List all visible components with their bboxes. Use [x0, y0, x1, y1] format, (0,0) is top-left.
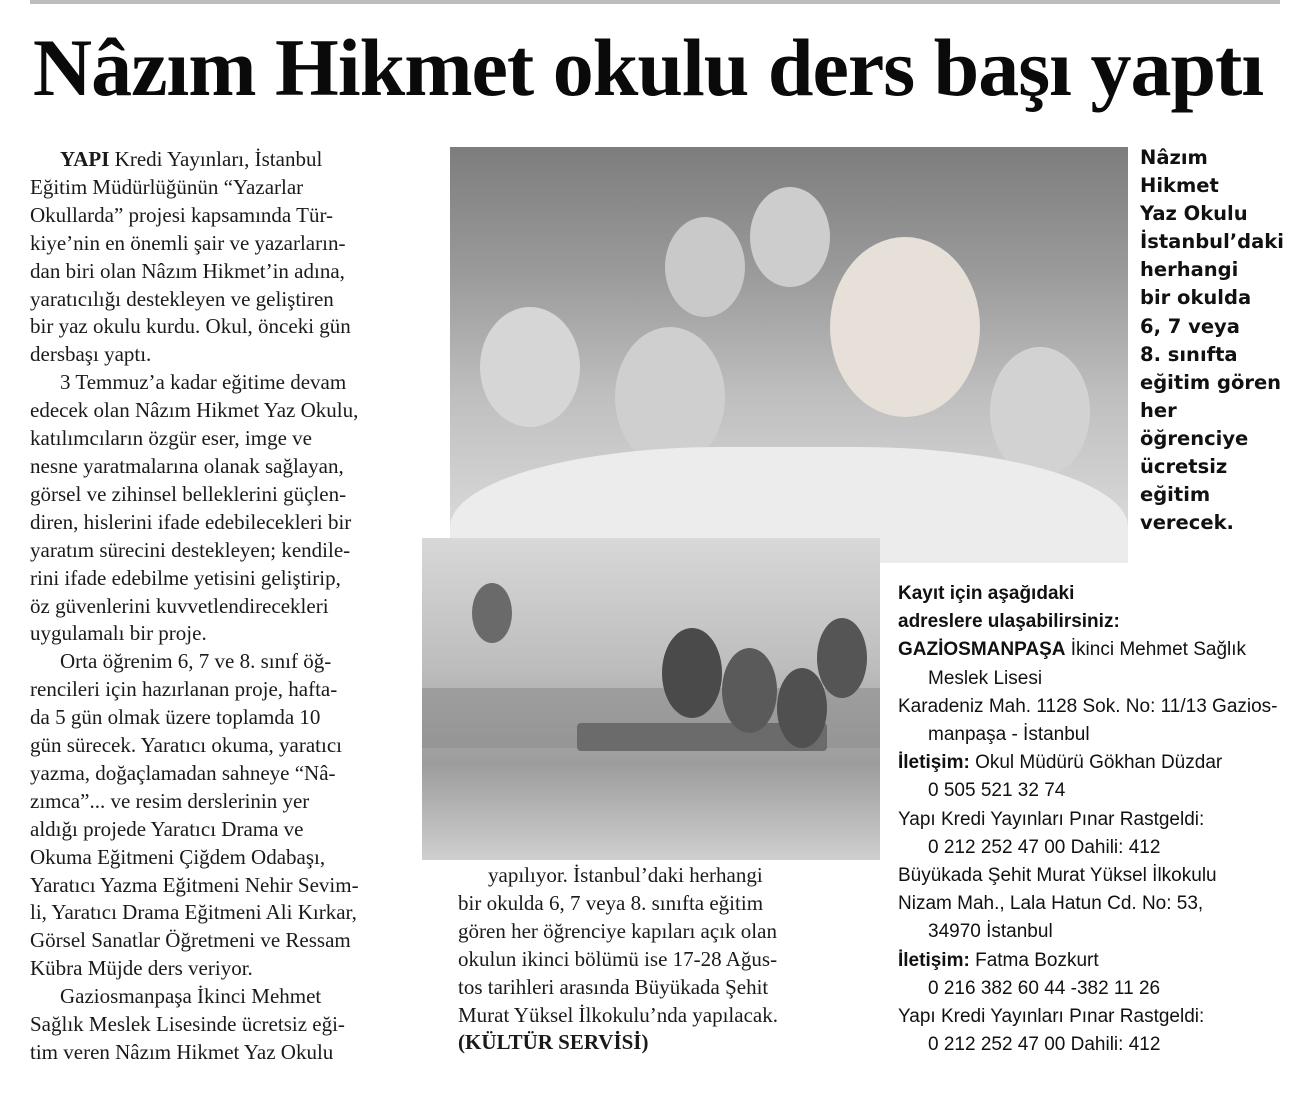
lead-word: YAPI — [60, 147, 110, 171]
contact-person: Fatma Bozkurt — [969, 949, 1099, 971]
caption-line: eğitim gören — [1140, 370, 1282, 394]
publisher-contact: Yapı Kredi Yayınları Pınar Rastgeldi: — [898, 1006, 1205, 1028]
school-1-name-rest: İkinci Mehmet Sağlık — [1065, 639, 1247, 661]
text-line: Yaratıcı Yazma Eğitmeni Nehir Sevim- — [30, 872, 359, 897]
text-line: yaratıcılığı destekleyen ve geliştiren — [30, 286, 334, 311]
text-line: edecek olan Nâzım Hikmet Yaz Okulu, — [30, 398, 359, 423]
paragraph-1 — [30, 146, 430, 202]
caption-line: Yaz Okulu — [1140, 202, 1248, 226]
text-line: zımca”... ve resim derslerinin yer — [30, 788, 310, 813]
phone-number: 0 216 382 60 44 -382 11 26 — [928, 977, 1161, 999]
contact-label: İletişim: — [898, 752, 970, 774]
photo-caption-sidebar — [1140, 144, 1290, 537]
school-1-address: manpaşa - İstanbul — [928, 724, 1090, 746]
phone-number: 0 212 252 47 00 Dahili: 412 — [928, 836, 1161, 858]
text-line: diren, hislerini ifade edebilecekleri bir — [30, 509, 352, 534]
text-line: yazma, doğaçlamadan sahneye “Nâ- — [30, 760, 336, 785]
text-line: kiye’nin en önemli şair ve yazarların- — [30, 230, 346, 255]
photo-nazim-hikmet-with-children — [450, 147, 1128, 563]
text-line: tim veren Nâzım Hikmet Yaz Okulu — [30, 1040, 334, 1064]
photo-classroom-students — [422, 538, 880, 860]
caption-line: İstanbul’daki — [1140, 230, 1284, 254]
text-line: Murat Yüksel İlkokulu’nda yapılacak. — [458, 1002, 778, 1027]
caption-line: Nâzım — [1140, 146, 1208, 169]
school-1-name: GAZİOSMANPAŞA — [898, 639, 1066, 661]
text-line: Orta öğrenim 6, 7 ve 8. sınıf öğ- — [60, 649, 332, 674]
text-line: uygulamalı bir proje. — [30, 621, 207, 646]
contact-person: Okul Müdürü Gökhan Düzdar — [969, 752, 1223, 774]
school-1-address: Karadeniz Mah. 1128 Sok. No: 11/13 Gazios- — [898, 695, 1278, 717]
text-line: tos tarihleri arasında Büyükada Şehit — [458, 974, 769, 999]
text-line: görsel ve zihinsel belleklerini güçlen- — [30, 481, 347, 506]
text-line: gören her öğrenciye kapıları açık olan — [458, 918, 777, 943]
caption-line: eğitim — [1140, 483, 1211, 507]
phone-number: 0 212 252 47 00 Dahili: 412 — [928, 1034, 1161, 1056]
caption-line: her — [1140, 398, 1177, 422]
text-line: Görsel Sanatlar Öğretmeni ve Ressam — [30, 928, 351, 953]
caption-line: verecek. — [1140, 511, 1234, 535]
headline: Nâzım Hikmet okulu ders başı yaptı — [32, 22, 1264, 113]
text-line: yaratım sürecini destekleyen; kendile- — [30, 537, 351, 562]
article-column-2 — [458, 862, 858, 1057]
text-line: nesne yaratmalarına olanak sağlayan, — [30, 453, 344, 478]
text-line: rini ifade edebilme yetisini geliştirip, — [30, 565, 341, 590]
school-2-address: 34970 İstanbul — [928, 921, 1053, 943]
text-line: bir yaz okulu kurdu. Okul, önceki gün — [30, 314, 351, 339]
contact-label: İletişim: — [898, 949, 970, 971]
text-line: Gaziosmanpaşa İkinci Mehmet — [60, 984, 322, 1009]
text-line: Kredi Yayınları, İstanbul — [114, 147, 323, 171]
publisher-contact: Yapı Kredi Yayınları Pınar Rastgeldi: — [898, 808, 1205, 830]
school-2-name: Büyükada Şehit Murat Yüksel İlkokulu — [898, 865, 1217, 887]
text-line: 3 Temmuz’a kadar eğitime devam — [60, 370, 347, 395]
caption-line: 8. sınıfta — [1140, 342, 1238, 366]
text-line: Okullarda” projesi kapsamında Tür- — [30, 202, 334, 227]
text-line: dan biri olan Nâzım Hikmet’in adına, — [30, 258, 345, 283]
school-1-name-cont: Meslek Lisesi — [928, 667, 1043, 689]
top-rule — [30, 0, 1280, 4]
caption-line: 6, 7 veya — [1140, 314, 1240, 338]
caption-line: bir okulda — [1140, 286, 1252, 310]
article-column-1 — [30, 146, 430, 1067]
info-intro: adreslere ulaşabilirsiniz: — [898, 611, 1120, 633]
text-line: öz güvenlerini kuvvetlendirecekleri — [30, 593, 329, 618]
text-line: li, Yaratıcı Drama Eğitmeni Ali Kırkar, — [30, 900, 357, 925]
registration-info — [898, 580, 1288, 1059]
text-line: rencileri için hazırlanan proje, hafta- — [30, 677, 338, 702]
text-line: yapılıyor. İstanbul’daki herhangi — [488, 863, 763, 887]
text-line: dersbaşı yaptı. — [30, 342, 152, 367]
text-line: okulun ikinci bölümü ise 17-28 Ağus- — [458, 946, 778, 971]
text-line: Eğitim Müdürlüğünün “Yazarlar — [30, 174, 304, 199]
byline: (KÜLTÜR SERVİSİ) — [458, 1030, 649, 1055]
text-line: Okuma Eğitmeni Çiğdem Odabaşı, — [30, 844, 326, 869]
text-line: da 5 gün olmak üzere toplamda 10 — [30, 705, 321, 730]
caption-line: herhangi — [1140, 258, 1239, 282]
phone-number: 0 505 521 32 74 — [928, 780, 1066, 802]
text-line: aldığı projede Yaratıcı Drama ve — [30, 816, 304, 841]
caption-line: öğrenciye — [1140, 426, 1249, 450]
school-2-address: Nizam Mah., Lala Hatun Cd. No: 53, — [898, 893, 1204, 915]
text-line: Sağlık Meslek Lisesinde ücretsiz eği- — [30, 1012, 345, 1037]
text-line: Kübra Müjde ders veriyor. — [30, 956, 253, 981]
text-line: bir okulda 6, 7 veya 8. sınıfta eğitim — [458, 890, 764, 915]
text-line: katılımcıların özgür eser, imge ve — [30, 426, 312, 451]
info-intro: Kayıt için aşağıdaki — [898, 583, 1075, 604]
caption-line: ücretsiz — [1140, 455, 1228, 479]
text-line: gün sürecek. Yaratıcı okuma, yaratıcı — [30, 733, 342, 758]
caption-line: Hikmet — [1140, 174, 1219, 198]
